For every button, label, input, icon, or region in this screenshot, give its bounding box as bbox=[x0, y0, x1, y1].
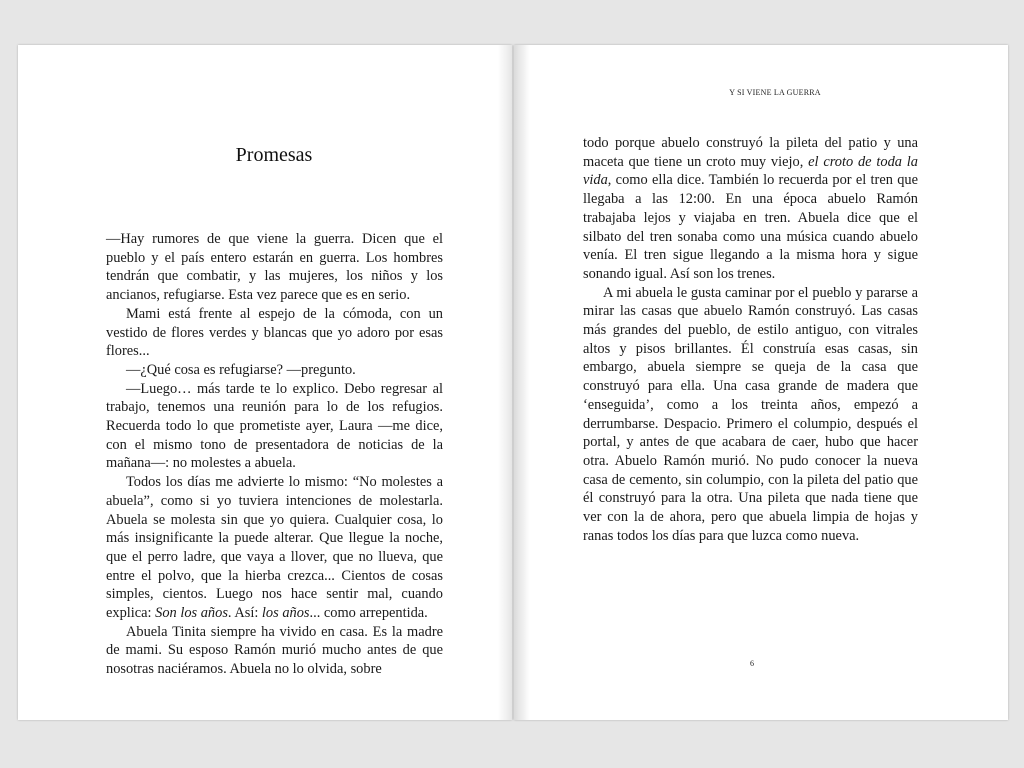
paragraph-text: , como ella dice. También lo recuerda por el tren que llegaba a las 12:00. En una época abuelo Ramón trabajaba lejos y viajaba en tren. Abuela dice que el silbato del tren sonaba como una música cuando abuelo venía. El tren sigue llegando a la misma hora y sigue sonando igual. Así son los trenes. bbox=[583, 172, 918, 282]
chapter-title: Promesas bbox=[235, 144, 313, 166]
right-gutter-shadow bbox=[514, 45, 530, 720]
paragraph-text: ... como arrepentida. bbox=[309, 605, 428, 622]
paragraph: —Luego… más tarde te lo explico. Debo regresar al trabajo, tenemos una reunión para lo de los refugios. Recuerda todo lo que prometiste ayer, Laura —me dice, con el mismo tono de presentadora de noticias de la mañana—: no molestes a abuela. bbox=[106, 380, 443, 472]
paragraph bbox=[583, 134, 918, 284]
right-page[interactable] bbox=[514, 45, 1008, 720]
paragraph: A mi abuela le gusta caminar por el pueblo y pararse a mirar las casas que abuelo Ramón construyó. Las casas más grandes del pueblo, de estilo antiguo, con vitrales altos y pisos brillantes. Él construía esas casas, sin embargo, abuela siempre se queja de la casa que construyó para ella. Una casa grande de madera que ‘enseguida’, como a los treinta años, empezó a derrumbarse. Despacio. Primero el columpio, después el portal, y antes de que acabara de caer, hubo que hacer otra. Abuelo Ramón murió. No pudo conocer la nueva casa de cemento, sin columpio, con la pileta del patio que él construyó para la otra. Una pileta que nada tiene que ver con la de ahora, pero que abuela limpia de hojas y ranas todos los días para que luzca como nueva. bbox=[583, 284, 918, 544]
paragraph-text: todo porque abuelo construyó la pileta del patio y una maceta que tiene un croto muy viejo, bbox=[583, 135, 918, 170]
italic-phrase: los años bbox=[261, 605, 310, 622]
paragraph: Abuela Tinita siempre ha vivido en casa. Es la madre de mami. Su esposo Ramón murió mucho antes de que nosotras naciéramos. Abuela no lo olvida, sobre bbox=[106, 623, 443, 678]
paragraph-text: . Así: bbox=[227, 605, 262, 622]
book-spread bbox=[18, 45, 1008, 720]
right-page-body bbox=[583, 134, 918, 545]
left-page-body bbox=[106, 230, 443, 679]
paragraph: —Hay rumores de que viene la guerra. Dicen que el pueblo y el país entero estarán en guerra. Los hombres tendrán que combatir, y las mujeres, los niños y los ancianos, refugiarse. Esta vez parece que es en serio. bbox=[106, 231, 443, 304]
running-head: Y SI VIENE LA GUERRA bbox=[729, 88, 821, 97]
paragraph: —¿Qué cosa es refugiarse? —pregunto. bbox=[126, 361, 356, 378]
italic-phrase: Son los años bbox=[155, 605, 228, 622]
paragraph: Mami está frente al espejo de la cómoda, con un vestido de flores verdes y blancas que yo adoro por esas flores... bbox=[106, 305, 443, 360]
page-number: 6 bbox=[750, 659, 754, 668]
paragraph bbox=[106, 473, 443, 623]
paragraph-text: Todos los días me advierte lo mismo: “No molestes a abuela”, como si yo tuviera intenciones de molestarla. Abuela se molesta sin que yo quiera. Cualquier cosa, lo más insignificante la puede alterar. Que llegue la noche, que el perro ladre, que vaya a llover, que no llueva, que entre el polvo, que la hierba crezca... Cientos de cosas simples, cientos. Luego nos hace sentir mal, cuando explica: bbox=[106, 474, 443, 622]
italic-phrase: el croto de toda la vida bbox=[583, 153, 918, 189]
left-page[interactable] bbox=[18, 45, 512, 720]
